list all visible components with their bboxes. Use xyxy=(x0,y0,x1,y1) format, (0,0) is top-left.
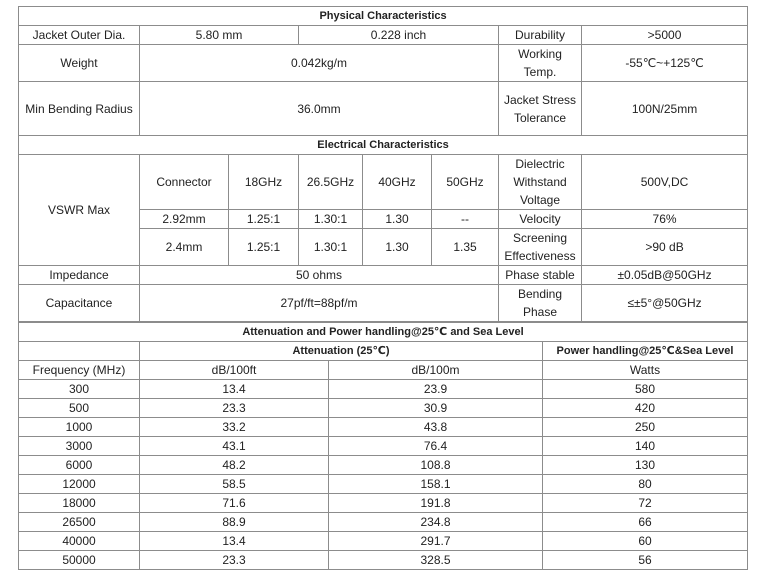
vswr-connector: 2.4mm xyxy=(140,229,229,266)
db100m-cell: 43.8 xyxy=(329,418,543,437)
db100ft-cell: 23.3 xyxy=(140,399,329,418)
bending-phase-value: ≤±5°@50GHz xyxy=(582,285,748,322)
watts-cell: 420 xyxy=(543,399,748,418)
weight-value: 0.042kg/m xyxy=(140,45,499,82)
working-temp-value: -55℃~+125℃ xyxy=(582,45,748,82)
freq-header: 50GHz xyxy=(432,155,499,210)
vswr-value: 1.35 xyxy=(432,229,499,266)
frequency-cell: 300 xyxy=(19,380,140,399)
vswr-value: -- xyxy=(432,210,499,229)
table-row xyxy=(19,475,748,494)
watts-cell: 80 xyxy=(543,475,748,494)
db100ft-cell: 23.3 xyxy=(140,551,329,570)
screening-label: Screening Effectiveness xyxy=(499,229,582,266)
vswr-value: 1.30 xyxy=(363,210,432,229)
phase-stable-label: Phase stable xyxy=(499,266,582,285)
watts-cell: 56 xyxy=(543,551,748,570)
dielectric-label: Dielectric Withstand Voltage xyxy=(499,155,582,210)
db100ft-cell: 33.2 xyxy=(140,418,329,437)
jacket-inch: 0.228 inch xyxy=(299,26,499,45)
db100ft-cell: 43.1 xyxy=(140,437,329,456)
vswr-value: 1.30 xyxy=(363,229,432,266)
capacitance-value: 27pf/ft=88pf/m xyxy=(140,285,499,322)
table-row xyxy=(19,380,748,399)
table-row xyxy=(19,513,748,532)
watts-cell: 60 xyxy=(543,532,748,551)
watts-cell: 72 xyxy=(543,494,748,513)
table-row xyxy=(19,456,748,475)
frequency-cell: 3000 xyxy=(19,437,140,456)
frequency-cell: 6000 xyxy=(19,456,140,475)
col-watts: Watts xyxy=(543,361,748,380)
velocity-label: Velocity xyxy=(499,210,582,229)
velocity-value: 76% xyxy=(582,210,748,229)
electrical-title: Electrical Characteristics xyxy=(19,136,748,155)
screening-value: >90 dB xyxy=(582,229,748,266)
db100ft-cell: 58.5 xyxy=(140,475,329,494)
db100m-cell: 158.1 xyxy=(329,475,543,494)
db100ft-cell: 13.4 xyxy=(140,532,329,551)
jacket-mm: 5.80 mm xyxy=(140,26,299,45)
header-spacer xyxy=(19,342,140,361)
freq-header: 18GHz xyxy=(229,155,299,210)
db100m-cell: 191.8 xyxy=(329,494,543,513)
watts-cell: 250 xyxy=(543,418,748,437)
freq-header: 26.5GHz xyxy=(299,155,363,210)
db100m-cell: 30.9 xyxy=(329,399,543,418)
impedance-value: 50 ohms xyxy=(140,266,499,285)
db100ft-cell: 88.9 xyxy=(140,513,329,532)
vswr-value: 1.25:1 xyxy=(229,229,299,266)
db100m-cell: 291.7 xyxy=(329,532,543,551)
frequency-cell: 18000 xyxy=(19,494,140,513)
vswr-value: 1.30:1 xyxy=(299,229,363,266)
col-db100ft: dB/100ft xyxy=(140,361,329,380)
freq-header: 40GHz xyxy=(363,155,432,210)
db100ft-cell: 71.6 xyxy=(140,494,329,513)
db100m-cell: 234.8 xyxy=(329,513,543,532)
frequency-cell: 50000 xyxy=(19,551,140,570)
watts-cell: 130 xyxy=(543,456,748,475)
vswr-connector: 2.92mm xyxy=(140,210,229,229)
dielectric-value: 500V,DC xyxy=(582,155,748,210)
working-temp-label: Working Temp. xyxy=(499,45,582,82)
table-row xyxy=(19,399,748,418)
watts-cell: 580 xyxy=(543,380,748,399)
col-db100m: dB/100m xyxy=(329,361,543,380)
frequency-cell: 1000 xyxy=(19,418,140,437)
db100m-cell: 328.5 xyxy=(329,551,543,570)
jacket-stress-label: Jacket Stress Tolerance xyxy=(499,82,582,136)
durability-value: >5000 xyxy=(582,26,748,45)
power-header: Power handling@25℃&Sea Level xyxy=(543,342,748,361)
attenuation-header: Attenuation (25℃) xyxy=(140,342,543,361)
physical-title: Physical Characteristics xyxy=(19,7,748,26)
impedance-label: Impedance xyxy=(19,266,140,285)
col-frequency: Frequency (MHz) xyxy=(19,361,140,380)
connector-header: Connector xyxy=(140,155,229,210)
watts-cell: 66 xyxy=(543,513,748,532)
db100ft-cell: 13.4 xyxy=(140,380,329,399)
table-row xyxy=(19,494,748,513)
vswr-value: 1.25:1 xyxy=(229,210,299,229)
durability-label: Durability xyxy=(499,26,582,45)
watts-cell: 140 xyxy=(543,437,748,456)
attenuation-title: Attenuation and Power handling@25℃ and Sea Level xyxy=(19,323,748,342)
bending-phase-label: Bending Phase xyxy=(499,285,582,322)
db100m-cell: 23.9 xyxy=(329,380,543,399)
db100ft-cell: 48.2 xyxy=(140,456,329,475)
vswr-label: VSWR Max xyxy=(19,155,140,266)
capacitance-label: Capacitance xyxy=(19,285,140,322)
frequency-cell: 26500 xyxy=(19,513,140,532)
frequency-cell: 12000 xyxy=(19,475,140,494)
phase-stable-value: ±0.05dB@50GHz xyxy=(582,266,748,285)
weight-label: Weight xyxy=(19,45,140,82)
min-bend-value: 36.0mm xyxy=(140,82,499,136)
frequency-cell: 40000 xyxy=(19,532,140,551)
table-row xyxy=(19,418,748,437)
table-row xyxy=(19,551,748,570)
table-row xyxy=(19,437,748,456)
attenuation-table xyxy=(18,322,748,570)
table-row xyxy=(19,532,748,551)
frequency-cell: 500 xyxy=(19,399,140,418)
db100m-cell: 76.4 xyxy=(329,437,543,456)
spec-table xyxy=(18,6,748,322)
db100m-cell: 108.8 xyxy=(329,456,543,475)
vswr-value: 1.30:1 xyxy=(299,210,363,229)
jacket-label: Jacket Outer Dia. xyxy=(19,26,140,45)
jacket-stress-value: 100N/25mm xyxy=(582,82,748,136)
min-bend-label: Min Bending Radius xyxy=(19,82,140,136)
